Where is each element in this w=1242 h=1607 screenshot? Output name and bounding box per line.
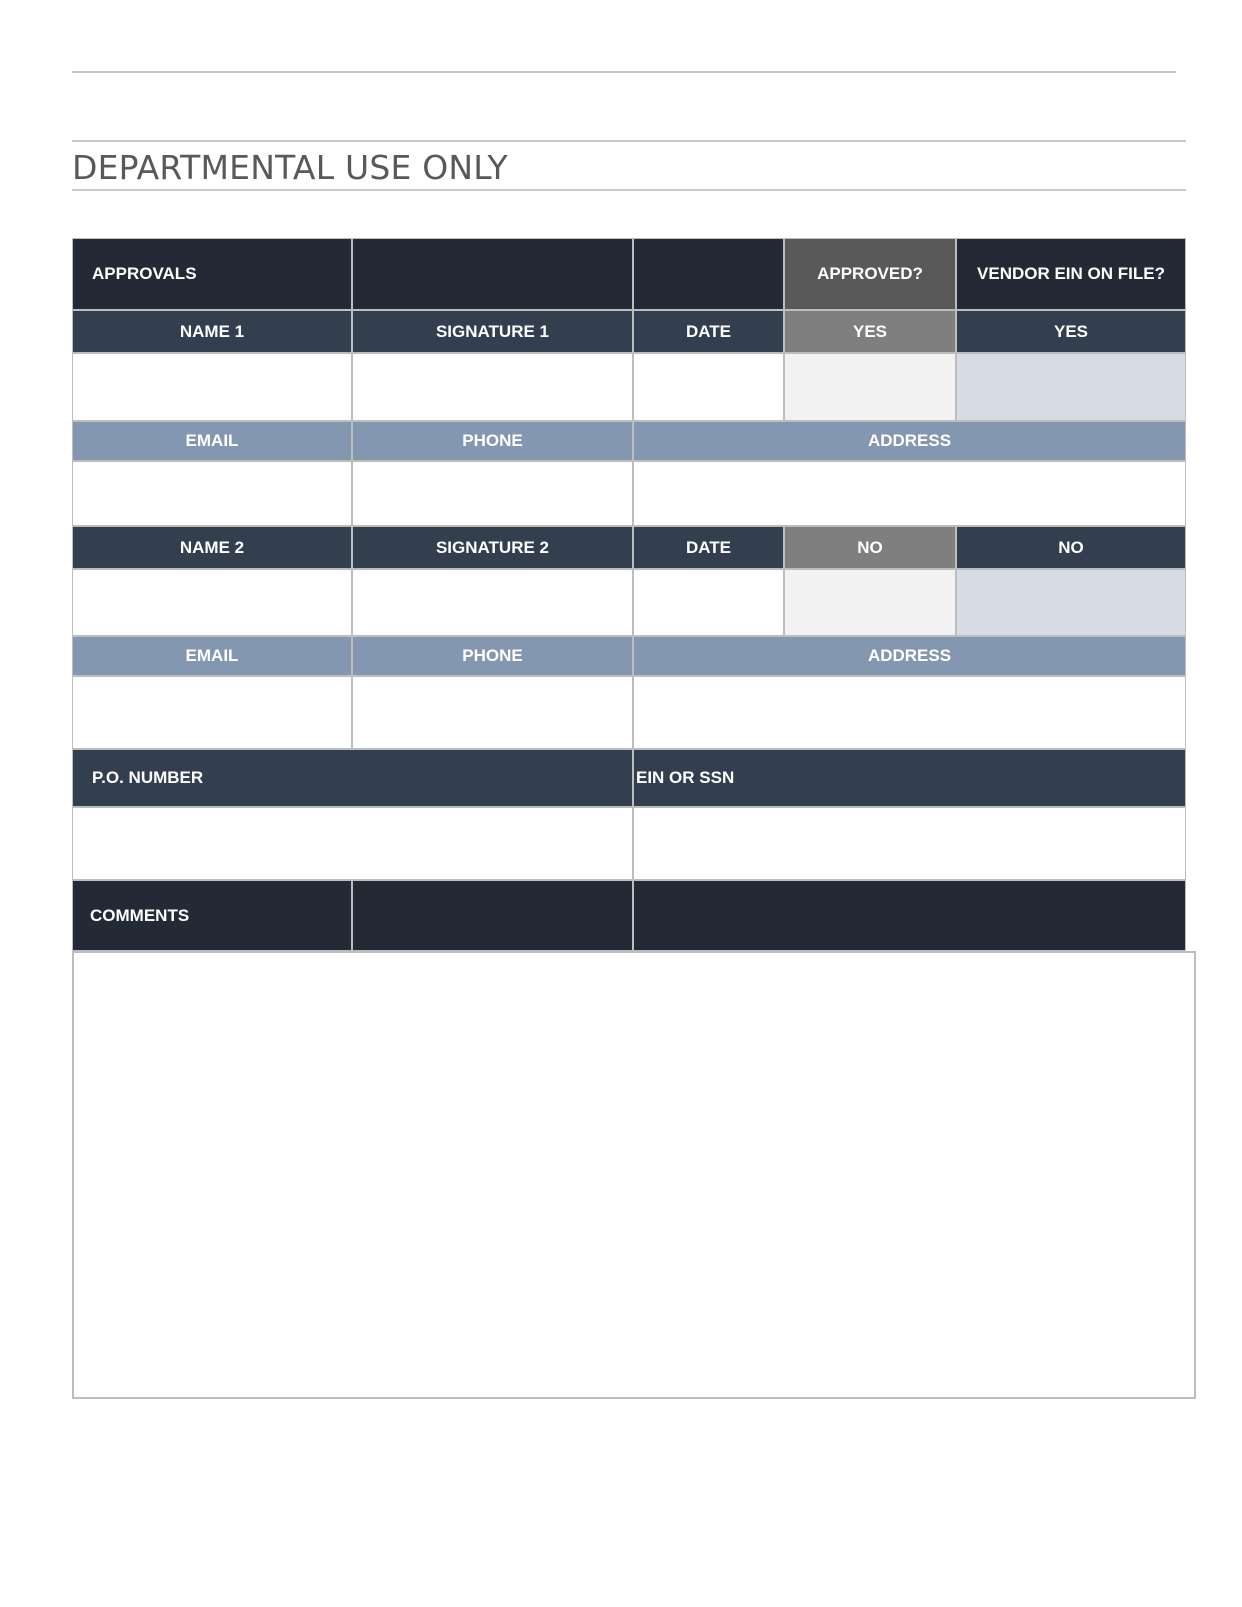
date1-label: DATE xyxy=(633,310,784,353)
comments-field[interactable] xyxy=(72,951,1196,1399)
vendor-ein1-yes-label: YES xyxy=(956,310,1186,353)
approvals-table xyxy=(72,238,1186,951)
address1-label: ADDRESS xyxy=(633,421,1186,461)
title-top-rule xyxy=(72,140,1186,142)
approved2-no-label: NO xyxy=(784,526,956,569)
date2-label: DATE xyxy=(633,526,784,569)
email2-label: EMAIL xyxy=(72,636,352,676)
phone2-field[interactable] xyxy=(352,676,633,749)
comments-header-blank-2 xyxy=(633,880,1186,951)
email1-field[interactable] xyxy=(72,461,352,526)
date2-field[interactable] xyxy=(633,569,784,636)
po-number-label: P.O. NUMBER xyxy=(72,749,633,807)
address2-label: ADDRESS xyxy=(633,636,1186,676)
email1-label: EMAIL xyxy=(72,421,352,461)
phone1-label: PHONE xyxy=(352,421,633,461)
signature1-label: SIGNATURE 1 xyxy=(352,310,633,353)
name2-field[interactable] xyxy=(72,569,352,636)
phone2-label: PHONE xyxy=(352,636,633,676)
approved1-yes-label: YES xyxy=(784,310,956,353)
date1-field[interactable] xyxy=(633,353,784,421)
approved-header: APPROVED? xyxy=(784,238,956,310)
top-rule xyxy=(72,71,1176,73)
phone1-field[interactable] xyxy=(352,461,633,526)
approvals-header-blank-1 xyxy=(352,238,633,310)
ein-or-ssn-label: EIN OR SSN xyxy=(633,749,1186,807)
name1-field[interactable] xyxy=(72,353,352,421)
vendor-ein1-yes-field[interactable] xyxy=(956,353,1186,421)
vendor-ein-header: VENDOR EIN ON FILE? xyxy=(956,238,1186,310)
po-number-field[interactable] xyxy=(72,807,633,880)
approved2-no-field[interactable] xyxy=(784,569,956,636)
comments-header: COMMENTS xyxy=(72,880,352,951)
email2-field[interactable] xyxy=(72,676,352,749)
signature2-field[interactable] xyxy=(352,569,633,636)
vendor-ein2-no-label: NO xyxy=(956,526,1186,569)
name1-label: NAME 1 xyxy=(72,310,352,353)
comments-header-blank-1 xyxy=(352,880,633,951)
ein-or-ssn-field[interactable] xyxy=(633,807,1186,880)
signature2-label: SIGNATURE 2 xyxy=(352,526,633,569)
vendor-ein2-no-field[interactable] xyxy=(956,569,1186,636)
address1-field[interactable] xyxy=(633,461,1186,526)
approvals-header-blank-2 xyxy=(633,238,784,310)
signature1-field[interactable] xyxy=(352,353,633,421)
approvals-header: APPROVALS xyxy=(72,238,352,310)
page-title: DEPARTMENTAL USE ONLY xyxy=(72,148,508,187)
address2-field[interactable] xyxy=(633,676,1186,749)
title-bottom-rule xyxy=(72,189,1186,191)
approved1-yes-field[interactable] xyxy=(784,353,956,421)
name2-label: NAME 2 xyxy=(72,526,352,569)
